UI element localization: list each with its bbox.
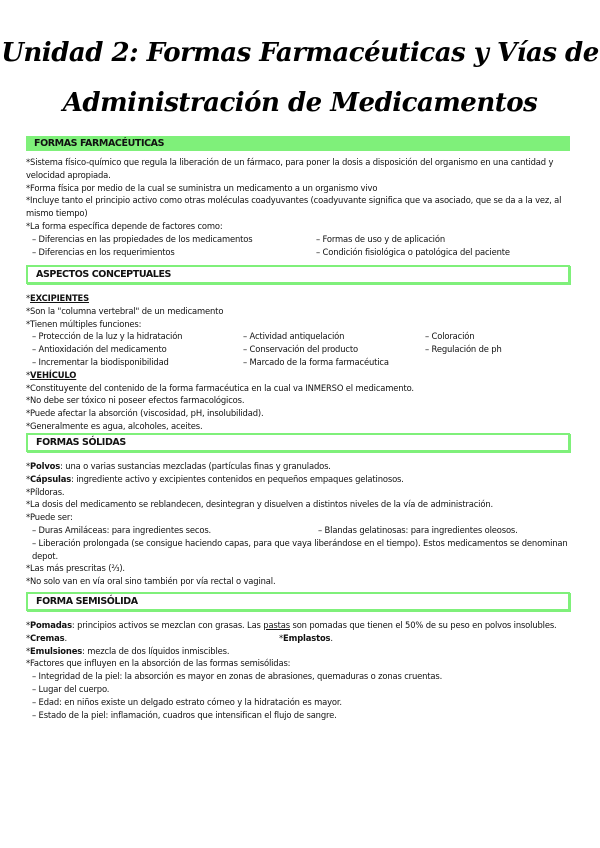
- pomadas-line: *Pomadas: principios activos se mezclan con grasas. Las pastas son pomadas que tienen el 50% de su peso en polvos insolubles.: [26, 620, 557, 630]
- section-header: FORMA SEMISÓLIDA: [26, 592, 570, 611]
- factor-item: – Condición fisiológica o patológica del paciente: [316, 246, 510, 257]
- page-title-line-2: Administración de Medicamentos: [62, 88, 538, 118]
- section-formas-farmaceuticas: [26, 136, 570, 258]
- function-item: – Protección de la luz y la hidratación: [32, 331, 183, 342]
- function-item: – Coloración: [425, 331, 475, 342]
- factor-item: – Edad: en niños existe un delgado estrato córneo y la hidratación es mayor.: [32, 696, 342, 707]
- text-line: *Incluye tanto el principio activo como otras moléculas coadyuvantes (coadyuvante significa que va asociado, que se da a la vez, al mismo tiempo): [26, 195, 562, 219]
- factor-item: – Diferencias en los requerimientos: [32, 246, 175, 257]
- page-title-line-1: Unidad 2: Formas Farmacéuticas y Vías de: [1, 38, 599, 68]
- text-line: *Generalmente es agua, alcoholes, aceites.: [26, 420, 203, 431]
- factor-item: – Diferencias en las propiedades de los medicamentos: [32, 233, 253, 244]
- text-line: *Factores que influyen en la absorción de las formas semisólidas:: [26, 658, 291, 669]
- type-item: – Duras Amiláceas: para ingredientes secos.: [32, 524, 212, 535]
- section-header: FORMAS SÓLIDAS: [26, 433, 570, 452]
- function-item: – Incrementar la biodisponibilidad: [32, 356, 169, 367]
- text-line: *No solo van en vía oral sino también por vía rectal o vaginal.: [26, 576, 276, 587]
- function-item: – Conservación del producto: [243, 344, 358, 355]
- factor-item: – Estado de la piel: inflamación, cuadros que intensifican el flujo de sangre.: [32, 709, 337, 720]
- section-header: FORMAS FARMACÉUTICAS: [26, 136, 570, 151]
- polvos-line: *Polvos: una o varias sustancias mezcladas (partículas finas y granulados.: [26, 461, 331, 471]
- excipientes-heading: *EXCIPIENTES: [26, 293, 89, 303]
- text-line: *Tienen múltiples funciones:: [26, 318, 142, 329]
- section-aspectos-conceptuales: [26, 265, 570, 433]
- type-item: – Blandas gelatinosas: para ingredientes oleosos.: [318, 524, 518, 535]
- text-line: *Las más prescritas (⅔).: [26, 563, 125, 574]
- text-line: *No debe ser tóxico ni poseer efectos farmacológicos.: [26, 395, 245, 406]
- section-header: ASPECTOS CONCEPTUALES: [26, 265, 570, 284]
- text-line: *Píldoras.: [26, 486, 65, 497]
- text-line: *Son la "columna vertebral" de un medicamento: [26, 305, 224, 316]
- text-line: *Constituyente del contenido de la forma farmacéutica en la cual va INMERSO el medicamento.: [26, 382, 414, 393]
- text-line: *La forma específica depende de factores como:: [26, 220, 223, 231]
- function-item: – Antioxidación del medicamento: [32, 344, 167, 355]
- emplastos-line: *Emplastos.: [279, 632, 333, 643]
- factor-item: – Formas de uso y de aplicación: [316, 233, 445, 244]
- text-line: *Sistema físico-químico que regula la liberación de un fármaco, para poner la dosis a disposición del organismo en una cantidad y velocidad apropiada.: [26, 157, 554, 180]
- emulsiones-line: *Emulsiones: mezcla de dos líquidos inmiscibles.: [26, 645, 230, 656]
- function-item: – Regulación de ph: [425, 344, 502, 355]
- function-item: – Actividad antiquelación: [243, 331, 345, 342]
- factor-item: – Lugar del cuerpo.: [32, 683, 110, 694]
- text-line: *La dosis del medicamento se reblandecen, desintegran y disuelven a distintos niveles de la vía de administración.: [26, 499, 494, 510]
- type-item: – Liberación prolongada (se consigue haciendo capas, para que vaya liberándose en el tiempo). Estos medicamentos se denominan depot.: [32, 537, 568, 561]
- cremas-line: *Cremas.: [26, 632, 67, 643]
- factor-item: – Integridad de la piel: la absorción es mayor en zonas de abrasiones, quemaduras o zonas cruentas.: [32, 671, 443, 682]
- text-line: *Puede ser:: [26, 512, 73, 523]
- text-line: *Forma física por medio de la cual se suministra un medicamento a un organismo vivo: [26, 182, 378, 193]
- text-line: *Puede afectar la absorción (viscosidad, pH, insolubilidad).: [26, 408, 264, 419]
- section-forma-semisolida: [26, 592, 570, 721]
- vehiculo-heading: *VEHÍCULO: [26, 369, 77, 380]
- capsulas-line: *Cápsulas: ingrediente activo y excipientes contenidos en pequeños empaques gelatinosos.: [26, 473, 404, 484]
- section-formas-solidas: [26, 433, 570, 588]
- function-item: – Marcado de la forma farmacéutica: [243, 356, 389, 367]
